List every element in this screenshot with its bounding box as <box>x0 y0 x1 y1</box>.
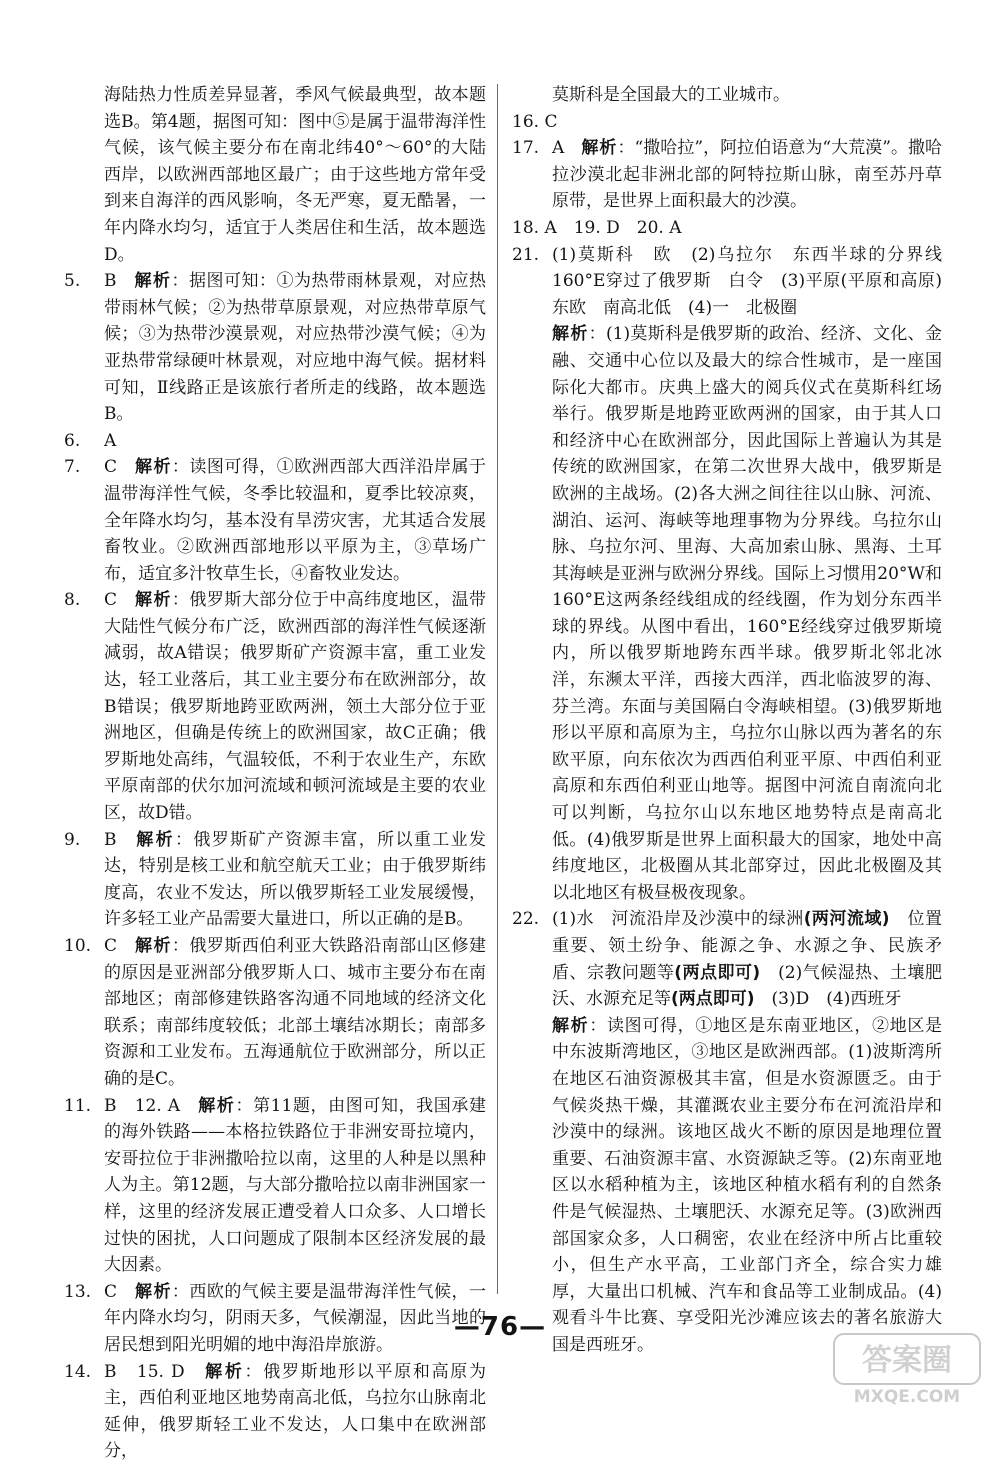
answer-item-17 <box>512 135 942 215</box>
answer-item-16 <box>512 109 942 136</box>
analysis-text: ：读图可得，①欧洲西部大西洋沿岸属于温带海洋性气候，冬季比较温和，夏季比较凉爽，全年降水均匀，基本没有旱涝灾害，尤其适合发展畜牧业。②欧洲西部地形以平原为主，③草场广布，适宜多汁牧草生长，④畜牧业发达。 <box>104 457 487 584</box>
answer-item-14-15 <box>64 1359 486 1465</box>
item-number: 7. <box>64 457 81 478</box>
item-number: 22. <box>512 909 540 930</box>
analysis-label: 解析 <box>134 271 172 292</box>
answer-note: (两河流域) <box>803 909 890 930</box>
answer-choice: C <box>104 590 118 611</box>
answer-choice: C <box>104 1281 118 1302</box>
column-divider <box>497 84 498 1294</box>
answer-item-7 <box>64 454 486 587</box>
answer-choice: A <box>104 430 117 451</box>
item-number: 21. <box>512 244 540 265</box>
answer-choice: A <box>552 138 565 159</box>
item-number: 9. <box>64 829 81 850</box>
answer-item-14-continued <box>512 82 942 109</box>
analysis-text: ：“撒哈拉”，阿拉伯语意为“大荒漠”。撒哈拉沙漠北起非洲北部的阿特拉斯山脉，南至苏丹草原带，是世界上面积最大的沙漠。 <box>552 138 943 212</box>
answer-choice: C <box>104 457 118 478</box>
analysis-label: 解析 <box>134 590 172 611</box>
analysis-text: ：俄罗斯矿产资源丰富，所以重工业发达，特别是核工业和航空航天工业；由于俄罗斯纬度高，农业不发达，所以俄罗斯轻工业发展缓慢，许多轻工业产品需要大量进口，所以正确的是B。 <box>104 829 486 930</box>
item-number: 10. <box>64 936 92 956</box>
watermark-graphic <box>832 1332 982 1408</box>
analysis-label: 解析 <box>134 936 172 956</box>
analysis-text: ：俄罗斯地形以平原和高原为主，西伯利亚地区地势南高北低，乌拉尔山脉南北延伸，俄罗斯轻工业不发达，人口集中在欧洲部分， <box>104 1361 487 1462</box>
analysis-text: ：俄罗斯西伯利亚大铁路沿南部山区修建的原因是亚洲部分俄罗斯人口、城市主要分布在南部地区；南部修建铁路客沟通不同地域的经济文化联系；南部纬度较低；北部土壤结冰期长；南部多资源和工业发布。五海通航位于欧洲部分，所以正确的是C。 <box>104 936 487 1089</box>
answer-note: (两点即可) <box>671 989 755 1010</box>
analysis-label: 解析 <box>136 829 175 850</box>
answer-key-part-4: (3)D (4)西班牙 <box>754 989 902 1010</box>
right-column <box>512 82 959 1359</box>
answer-note: (两点即可) <box>674 962 761 983</box>
answer-item-21 <box>512 242 959 907</box>
item-number: 5. <box>64 271 81 292</box>
analysis-label: 解析 <box>552 324 589 345</box>
answer-choice: B <box>104 829 117 850</box>
answer-choice: C <box>104 936 118 956</box>
answer-key-part-3: (2)气候湿热、土壤肥沃、水源充足等 <box>552 962 942 1010</box>
item-number: 8. <box>64 590 81 611</box>
page-number: —76— <box>453 1312 547 1342</box>
analysis-text: ：据图可知：①为热带雨林景观，对应热带雨林气候；②为热带草原景观，对应热带草原气候；③为热带沙漠景观，对应热带沙漠气候；④为亚热带常绿硬叶林景观，对应地中海气候。据材料可知，Ⅱ线路正是该旅行者所走的线路，故本题选B。 <box>104 271 486 425</box>
analysis-label: 解析 <box>198 1095 236 1116</box>
answer-item-22 <box>512 906 942 1358</box>
answer-item-4-continued <box>64 82 486 268</box>
analysis-label: 解析 <box>134 1281 172 1302</box>
item-number: 17. <box>512 138 540 159</box>
answer-item-11-12 <box>64 1093 486 1279</box>
analysis-label: 解析 <box>134 457 172 478</box>
answer-item-5 <box>64 268 486 428</box>
analysis-label: 解析 <box>205 1361 245 1382</box>
answer-item-8 <box>64 587 486 826</box>
answer-text: 16. C <box>512 111 558 132</box>
analysis-label: 解析 <box>581 138 618 159</box>
answer-key: (1)莫斯科 欧 (2)乌拉尔 东西半球的分界线 160°E穿过了俄罗斯 白令 (3)平原(平原和高原) 东欧 南高北低 (4)一 北极圈 <box>552 244 959 318</box>
item-number: 14. <box>64 1361 92 1382</box>
answer-text: 18. A 19. D 20. A <box>512 217 682 238</box>
watermark-logo <box>832 1332 982 1408</box>
item-number: 6. <box>64 430 81 451</box>
item-number: 13. <box>64 1281 92 1302</box>
answer-text: 海陆热力性质差异显著，季风气候最典型，故本题选B。第4题，据图可知：图中⑤是属于温带海洋性气候，该气候主要分布在南北纬40°～60°的大陆西岸，以欧洲西部地区最广；由于这些地方常年受到来自海洋的西风影响，冬无严寒，夏无酷暑，一年内降水均匀，适宜于人类居住和生活，故本题选D。 <box>104 85 486 265</box>
analysis-text: ：俄罗斯大部分位于中高纬度地区，温带大陆性气候分布广泛，欧洲西部的海洋性气候逐渐减弱，故A错误；俄罗斯矿产资源丰富，重工业发达，轻工业落后，其工业主要分布在欧洲部分，故B错误；俄罗斯地跨亚欧两洲，领土大部分位于亚洲地区，但确是传统上的欧洲国家，故C正确；俄罗斯地处高纬，气温较低，不利于农业生产，东欧平原南部的伏尔加河流域和顿河流域是主要的农业区，故D错。 <box>104 590 487 824</box>
answer-item-6 <box>64 428 486 455</box>
answer-key-part-2: 位置重要、领土纷争、能源之争、水源之争、民族矛盾、宗教问题等 <box>552 909 943 983</box>
answer-text: 莫斯科是全国最大的工业城市。 <box>552 85 790 105</box>
left-column <box>64 82 486 1465</box>
answer-item-10 <box>64 933 486 1093</box>
analysis-label: 解析 <box>552 1015 590 1036</box>
answer-item-9 <box>64 827 486 933</box>
analysis-text: ：(1)莫斯科是俄罗斯的政治、经济、文化、金融、交通中心位以及最大的综合性城市，是一座国际化大都市。庆典上盛大的阅兵仪式在莫斯科红场举行。俄罗斯是地跨亚欧两洲的国家，由于其人口和经济中心在欧洲部分，因此国际上普遍认为其是传统的欧洲国家，在第二次世界大战中，俄罗斯是欧洲的主战场。(2)各大洲之间往往以山脉、河流、湖泊、运河、海峡等地理事物为分界线。乌拉尔山脉、乌拉尔河、里海、大高加索山脉、黑海、土耳其海峡是亚洲与欧洲分界线。国际上习惯用20°W和160°E这两条经线组成的经线圈，作为划分东西半球的界线。从图中看出，160°E经线穿过俄罗斯境内，所以俄罗斯地跨东西半球。俄罗斯北邻北冰洋，东濒太平洋，西接大西洋，西北临波罗的海、芬兰湾。东面与美国隔白令海峡相望。(3)俄罗斯地形以平原和高原为主，乌拉尔山脉以西为著名的东欧平原，向东依次为西西伯利亚平原、中西伯利亚高原和东西伯利亚山地等。据图中河流自南流向北可以判断，乌拉尔山以东地区地势特点是南高北低。(4)俄罗斯是世界上面积最大的国家，地处中高纬度地区，北极圈从其北部穿过，因此北极圈及其以北地区有极昼极夜现象。 <box>552 324 943 903</box>
answer-choice: B 12. A <box>104 1095 181 1116</box>
answer-key-part-1: (1)水 河流沿岸及沙漠中的绿洲 <box>552 909 804 930</box>
watermark-url: MXQE.COM <box>853 1387 961 1407</box>
answer-item-18-20 <box>512 215 942 242</box>
answer-choice: B <box>104 271 117 292</box>
item-number: 11. <box>64 1095 92 1116</box>
analysis-text: ：西欧的气候主要是温带海洋性气候，一年内降水均匀，阴雨天多，气候潮湿，因此当地的居民想到阳光明媚的地中海沿岸旅游。 <box>104 1281 487 1355</box>
watermark-text: 答案圈 <box>862 1343 952 1378</box>
analysis-text: ：读图可得，①地区是东南亚地区，②地区是中东波斯湾地区，③地区是欧洲西部。(1)波斯湾所在地区石油资源极其丰富，但是水资源匮乏。由于气候炎热干燥，其灌溉农业主要分布在河流沿岸和沙漠中的绿洲。该地区战火不断的原因是地理位置重要、石油资源丰富、水资源缺乏等。(2)东南亚地区以水稻种植为主，该地区种植水稻有利的自然条件是气候湿热、土壤肥沃、水源充足等。(3)欧洲西部国家众多，人口稠密，农业在经济中所占比重较小，但生产水平高，工业部门齐全，综合实力雄厚，大量出口机械、汽车和食品等工业制成品。(4)观看斗牛比赛、享受阳光沙滩应该去的著名旅游大国是西班牙。 <box>552 1015 943 1355</box>
analysis-text: ：第11题，由图可知，我国承建的海外铁路——本格拉铁路位于非洲安哥拉境内，安哥拉位于非洲撒哈拉以南，这里的人种是以黑种人为主。第12题，与大部分撒哈拉以南非洲国家一样，这里的经济发展正遭受着人口众多、人口增长过快的困扰，人口问题成了限制本区经济发展的最大因素。 <box>104 1095 486 1276</box>
answer-choice: B 15. D <box>104 1361 185 1382</box>
